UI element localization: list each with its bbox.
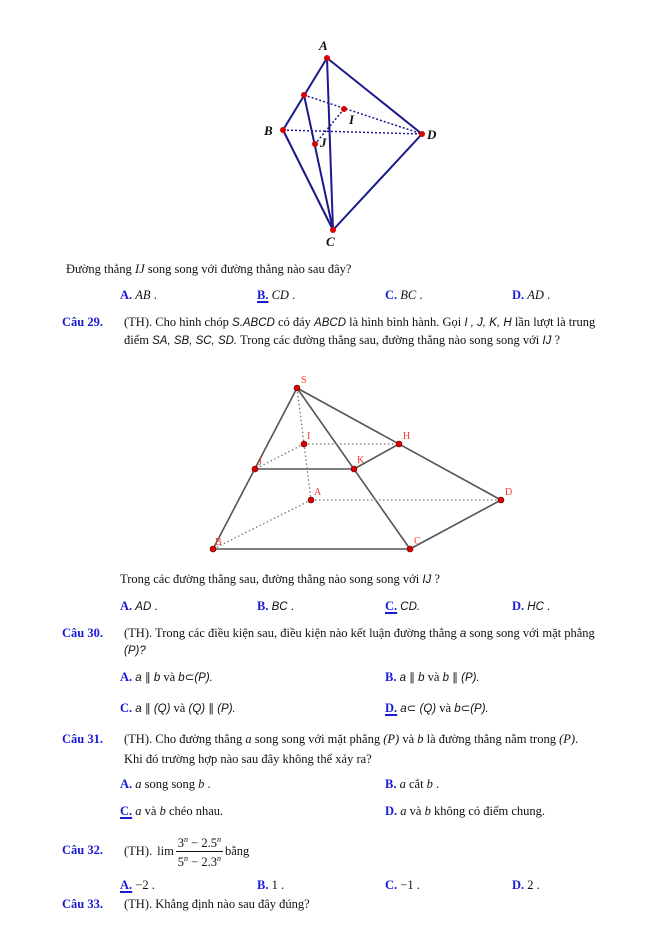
- q30-option-a[interactable]: A. a ∥ b và b⊂(P).: [120, 670, 213, 684]
- q31-option-d[interactable]: D. a và b không có điểm chung.: [385, 804, 546, 818]
- point-M: [301, 92, 307, 98]
- point-C: [407, 546, 413, 552]
- point-A: [324, 55, 330, 61]
- point-D: [498, 497, 504, 503]
- figure-tetrahedron: [0, 0, 672, 260]
- q32-option-d[interactable]: D. 2 .: [512, 878, 540, 892]
- point-I: [341, 106, 347, 112]
- label-K: K: [357, 455, 365, 466]
- var-IJ: IJ: [134, 262, 145, 276]
- q29-option-d[interactable]: D. HC .: [512, 599, 551, 613]
- segment-IJ-hidden: [255, 444, 304, 469]
- point-S: [294, 385, 300, 391]
- q29-line1: (TH). Cho hình chóp S.ABCD có đáy ABCD là hình bình hành. Gọi I , J, K, H lần lượt là trung: [124, 315, 596, 329]
- label-A: A: [319, 38, 328, 53]
- edge-CD: [333, 134, 422, 230]
- q30-line2: (P)?: [124, 645, 146, 657]
- label-D: D: [505, 487, 513, 498]
- q29-option-b[interactable]: B. BC .: [257, 599, 294, 613]
- limit-fraction: [176, 833, 223, 868]
- q29-line2: điểm SA, SB, SC, SD. Trong các đường thẳng sau, đường thẳng nào song song với IJ ?: [124, 333, 561, 347]
- point-C: [330, 227, 336, 233]
- q32-option-a[interactable]: A. −2 .: [120, 878, 155, 892]
- label-H: H: [403, 431, 411, 442]
- q30-option-d[interactable]: D. a⊂ (Q) và b⊂(P).: [385, 701, 489, 715]
- label-I: I: [349, 112, 355, 127]
- q32-stem: (TH). lim $\frac{3^n - 2.5^n}{5^n - 2.3^n}$ bằng: [124, 835, 250, 869]
- q31-option-c[interactable]: C. a và b chéo nhau.: [120, 804, 224, 818]
- label-J: J: [258, 457, 262, 468]
- point-D: [419, 131, 425, 137]
- q31-line1: (TH). Cho đường thẳng a song song với mặt phẳng (P) và b là đường thẳng nằm trong (P).: [124, 732, 579, 746]
- label-I: I: [307, 431, 311, 442]
- label-D: D: [427, 127, 437, 142]
- q30-line1: (TH). Trong các điều kiện sau, điều kiện nào kết luận đường thẳng a song song với mặt phẳng: [124, 626, 595, 640]
- edge-BD-hidden: [283, 130, 422, 134]
- point-K: [351, 466, 357, 472]
- q30-number: Câu 30.: [62, 626, 103, 640]
- point-B: [280, 127, 286, 133]
- q31-number: Câu 31.: [62, 732, 103, 746]
- label-S: S: [301, 375, 307, 386]
- edge-AD: [327, 58, 422, 134]
- lim-operator: lim: [157, 843, 174, 858]
- q32-option-b[interactable]: B. 1 .: [257, 878, 285, 892]
- q28-stem: Đường thẳng IJ song song với đường thẳng nào sau đây?: [66, 262, 352, 276]
- q28-option-b[interactable]: B. CD .: [257, 288, 296, 302]
- q28-option-d[interactable]: D. AD .: [512, 288, 551, 302]
- label-C: C: [414, 536, 421, 547]
- q28-option-a[interactable]: A. AB .: [120, 288, 157, 302]
- point-J: [312, 141, 318, 147]
- q33-text: (TH). Khẳng định nào sau đây đúng?: [124, 897, 310, 911]
- edge-CD: [410, 500, 501, 549]
- q29-option-a[interactable]: A. AD .: [120, 599, 158, 613]
- fraction-denominator: $5^n - 2.3^n$: [177, 853, 221, 869]
- q32-number: Câu 32.: [62, 843, 103, 857]
- figure-pyramid: [0, 360, 672, 565]
- segment-MD-hidden: [304, 95, 422, 134]
- q31-option-b[interactable]: B. a cắt b .: [385, 777, 440, 791]
- label-B: B: [215, 537, 222, 548]
- q30-option-c[interactable]: C. a ∥ (Q) và (Q) ∥ (P).: [120, 701, 236, 715]
- edge-AB-hidden: [213, 500, 311, 549]
- q28-option-c[interactable]: C. BC .: [385, 288, 423, 302]
- q29-number: Câu 29.: [62, 315, 103, 329]
- q31-option-a[interactable]: A. a song song b .: [120, 777, 211, 791]
- label-J: J: [320, 135, 327, 150]
- label-A: A: [314, 487, 322, 498]
- q29-question: Trong các đường thẳng sau, đường thẳng nào song song với IJ ?: [120, 572, 440, 586]
- q32-option-c[interactable]: C. −1 .: [385, 878, 420, 892]
- q30-option-b[interactable]: B. a ∥ b và b ∥ (P).: [385, 670, 480, 684]
- label-C: C: [326, 234, 335, 249]
- q29-option-c[interactable]: C. CD.: [385, 599, 421, 613]
- point-H: [396, 441, 402, 447]
- q33-number: Câu 33.: [62, 897, 103, 911]
- fraction-numerator: $3^n - 2.5^n$: [177, 835, 221, 851]
- label-B: B: [264, 123, 273, 138]
- q31-line2: Khi đó trường hợp nào sau đây không thể xảy ra?: [124, 752, 372, 766]
